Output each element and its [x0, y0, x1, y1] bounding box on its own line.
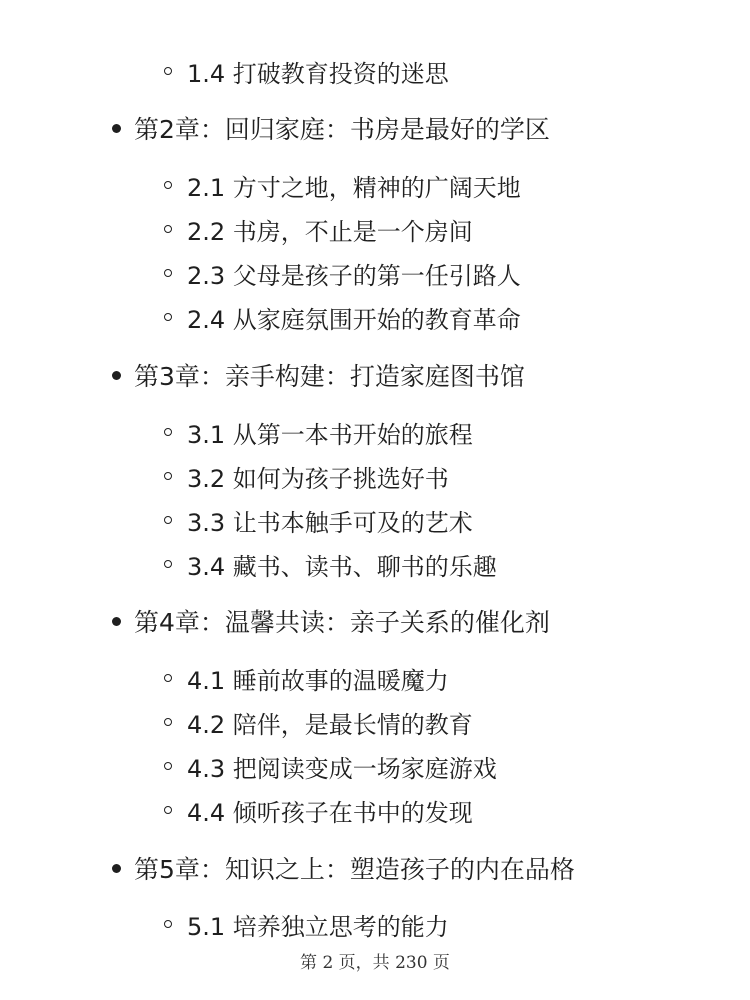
disc-bullet-icon [112, 371, 121, 380]
toc-section-item [164, 253, 521, 293]
toc-section-item [164, 746, 497, 786]
toc-section-label: 2.2 书房，不止是一个房间 [187, 217, 473, 246]
circle-bullet-icon [164, 718, 172, 726]
toc-section-label: 4.1 睡前故事的温暖魔力 [187, 666, 449, 695]
toc-section-label: 2.3 父母是孩子的第一任引路人 [187, 261, 521, 290]
toc-section-item [164, 702, 473, 742]
disc-bullet-icon [112, 617, 121, 626]
circle-bullet-icon [164, 181, 172, 189]
toc-section-label: 4.4 倾听孩子在书中的发现 [187, 798, 473, 827]
toc-section-item [164, 790, 473, 830]
toc-section-item [164, 51, 449, 91]
toc-section-item [164, 412, 473, 452]
toc-section-item [164, 165, 521, 205]
toc-chapter-item [112, 355, 525, 395]
circle-bullet-icon [164, 269, 172, 277]
toc-section-label: 2.4 从家庭氛围开始的教育革命 [187, 305, 521, 334]
toc-section-label: 4.3 把阅读变成一场家庭游戏 [187, 754, 497, 783]
toc-chapter-title: 第2章：回归家庭：书房是最好的学区 [134, 115, 550, 144]
toc-section-label: 3.1 从第一本书开始的旅程 [187, 420, 473, 449]
circle-bullet-icon [164, 67, 172, 75]
disc-bullet-icon [112, 864, 121, 873]
circle-bullet-icon [164, 225, 172, 233]
circle-bullet-icon [164, 428, 172, 436]
toc-section-label: 4.2 陪伴，是最长情的教育 [187, 710, 473, 739]
toc-chapter-title: 第4章：温馨共读：亲子关系的催化剂 [134, 608, 550, 637]
toc-section-label: 2.1 方寸之地，精神的广阔天地 [187, 173, 521, 202]
toc-chapter-item [112, 848, 575, 888]
circle-bullet-icon [164, 920, 172, 928]
toc-section-item [164, 500, 473, 540]
toc-section-item [164, 297, 521, 337]
toc-section-label: 3.2 如何为孩子挑选好书 [187, 464, 449, 493]
toc-section-item [164, 904, 449, 944]
disc-bullet-icon [112, 124, 121, 133]
page-number-footer: 第 2 页，共 230 页 [300, 953, 450, 973]
toc-chapter-title: 第5章：知识之上：塑造孩子的内在品格 [134, 855, 575, 884]
toc-section-label: 5.1 培养独立思考的能力 [187, 912, 449, 941]
toc-chapter-title: 第3章：亲手构建：打造家庭图书馆 [134, 362, 525, 391]
toc-section-item [164, 456, 449, 496]
toc-section-item [164, 658, 449, 698]
toc-chapter-item [112, 601, 550, 641]
circle-bullet-icon [164, 313, 172, 321]
circle-bullet-icon [164, 762, 172, 770]
toc-section-item [164, 544, 497, 584]
circle-bullet-icon [164, 560, 172, 568]
toc-chapter-item [112, 108, 550, 148]
toc-section-label: 3.4 藏书、读书、聊书的乐趣 [187, 552, 497, 581]
circle-bullet-icon [164, 516, 172, 524]
circle-bullet-icon [164, 674, 172, 682]
toc-section-label: 3.3 让书本触手可及的艺术 [187, 508, 473, 537]
circle-bullet-icon [164, 472, 172, 480]
toc-section-item [164, 209, 473, 249]
circle-bullet-icon [164, 806, 172, 814]
toc-section-label: 1.4 打破教育投资的迷思 [187, 59, 449, 88]
